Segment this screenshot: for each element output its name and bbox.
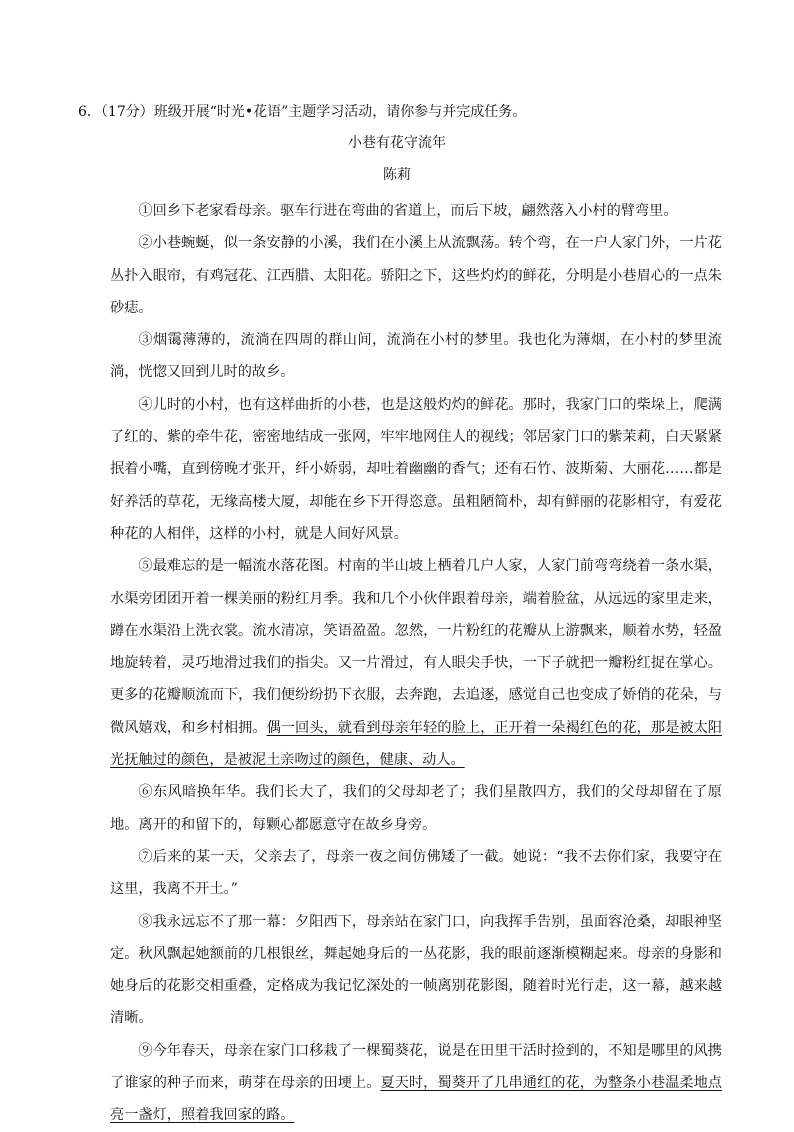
paragraph-2 [110, 227, 722, 324]
paragraph-4 [110, 389, 722, 550]
article-author: 陈莉 [383, 167, 411, 183]
paragraph-7 [110, 841, 722, 906]
paragraph-text: ①回乡下老家看母亲。驱车行进在弯曲的省道上，而后下坡，翩然落入小村的臂弯里。 [138, 203, 678, 219]
paragraph-text: ③烟霭薄薄的，流淌在四周的群山间，流淌在小村的梦里。我也化为薄烟，在小村的梦里流淌，恍惚又回到儿时的故乡。 [110, 332, 722, 381]
underlined-sentence: 夏天时，蜀葵开了几串通红的花，为整条小巷温柔地点亮一盏灯，照着我回家的路。 [110, 1075, 722, 1124]
paragraph-text: ⑨今年春天，母亲在家门口移栽了一棵蜀葵花，说是在田里干活时捡到的，不知是哪里的风携了谁家的种子而来，萌芽在母亲的田埂上。 [110, 1042, 722, 1092]
paragraph-8 [110, 906, 722, 1035]
paragraph-3 [110, 324, 722, 389]
question-heading: 6．（17分）班级开展“时光•花语”主题学习活动，请你参与并完成任务。 [78, 104, 527, 120]
paragraph-text: ④儿时的小村，也有这样曲折的小巷，也是这般灼灼的鲜花。那时，我家门口的柴垛上，爬满了红的、紫的牵牛花，密密地结成一张网，牢牢地网住人的视线；邻居家门口的紫茉莉，白天紧紧抿着小嘴，直到傍晚才张开，纤小娇弱，却吐着幽幽的香气；还有石竹、波斯菊、大丽花……都是好养活的草花，无缘高楼大厦，却能在乡下开得恣意。虽粗陋简朴，却有鲜丽的花影相守，有爱花种花的人相伴，这样的小村，就是人间好风景。 [110, 396, 722, 542]
paragraph-5 [110, 550, 722, 776]
paragraph-6 [110, 776, 722, 841]
paragraph-text: ②小巷蜿蜒，似一条安静的小溪，我们在小溪上从流飘荡。转个弯，在一户人家门外，一片花丛扑入眼帘，有鸡冠花、江西腊、太阳花。骄阳之下，这些灼灼的鲜花，分明是小巷眉心的一点朱砂痣。 [110, 235, 722, 316]
article-title: 小巷有花守流年 [348, 135, 446, 151]
paragraph-text: ⑦后来的某一天，父亲去了，母亲一夜之间仿佛矮了一截。她说：“我不去你们家，我要守在这里，我离不开土。” [110, 848, 722, 898]
paragraph-9 [110, 1035, 722, 1132]
paragraph-text: ⑤最难忘的是一幅流水落花图。村南的半山坡上栖着几户人家，人家门前弯弯绕着一条水渠，水渠旁团团开着一棵美丽的粉红月季。我和几个小伙伴跟着母亲，端着脸盆，从远远的家里走来，蹲在水渠沿上洗衣裳。流水清凉，笑语盈盈。忽然，一片粉红的花瓣从上游飘来，顺着水势，轻盈地旋转着，灵巧地滑过我们的指尖。又一片滑过，有人眼尖手快，一下子就把一瓣粉红捉在掌心。更多的花瓣顺流而下，我们便纷纷扔下衣服，去奔跑，去追逐，感觉自己也变成了娇俏的花朵，与微风嬉戏，和乡村相拥。 [110, 558, 722, 736]
paragraph-1 [110, 195, 722, 227]
paragraph-text: ⑧我永远忘不了那一幕：夕阳西下，母亲站在家门口，向我挥手告别，虽面容沧桑，却眼神坚定。秋风飘起她额前的几根银丝，舞起她身后的一丛花影，我的眼前逐渐模糊起来。母亲的身影和她身后的花影交相重叠，定格成为我记忆深处的一帧离别花影图，随着时光行走，这一幕，越来越清晰。 [110, 913, 722, 1027]
article-body [110, 195, 722, 1132]
paragraph-text: ⑥东风暗换年华。我们长大了，我们的父母却老了；我们星散四方，我们的父母却留在了原地。离开的和留下的，每颗心都愿意守在故乡身旁。 [110, 784, 722, 833]
underlined-sentence: 偶一回头，就看到母亲年轻的脸上，正开着一朵褐红色的花，那是被太阳光抚触过的颜色，是被泥土亲吻过的颜色，健康、动人。 [110, 719, 722, 769]
